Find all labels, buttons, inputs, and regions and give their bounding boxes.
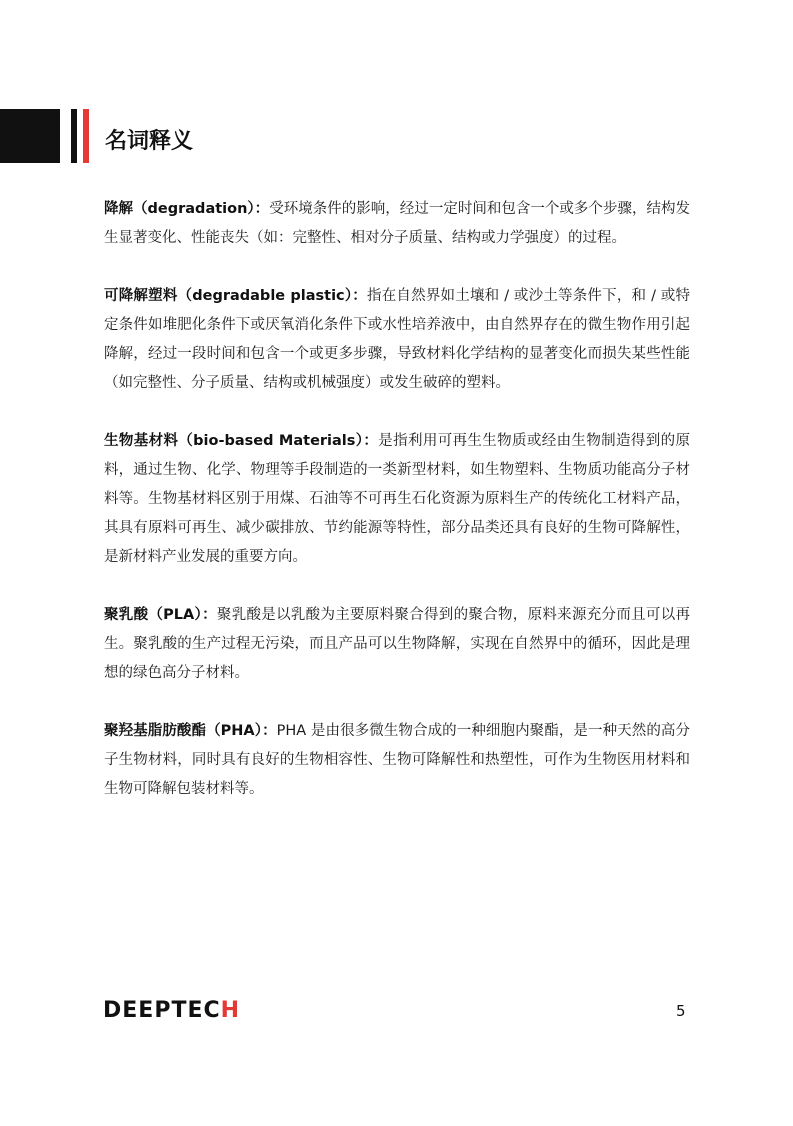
definition-bio-based-materials — [104, 427, 690, 572]
definition-text: 是指利用可再生生物质或经由生物制造得到的原料，通过生物、化学、物理等手段制造的一类新型材料，如生物塑料、生物质功能高分子材料等。生物基材料区别于用煤、石油等不可再生石化资源为原料生产的传统化工材料产品，其具有原料可再生、减少碳排放、节约能源等特性，部分品类还具有良好的生物可降解性，是新材料产业发展的重要方向。 — [104, 433, 690, 565]
section-title: 名词释义 — [105, 129, 194, 154]
header-black-block — [0, 109, 60, 163]
definition-term: 降解（degradation）： — [104, 201, 270, 217]
deeptech-logo — [103, 996, 240, 1026]
definition-degradable-plastic — [104, 282, 690, 398]
definition-pha — [104, 717, 690, 804]
header-black-bar — [71, 109, 77, 163]
definition-text: 受环境条件的影响，经过一定时间和包含一个或多个步骤，结构发生显著变化、性能丧失（如：完整性、相对分子质量、结构或力学强度）的过程。 — [104, 201, 690, 246]
definition-term: 聚羟基脂肪酸酯（PHA）： — [104, 723, 277, 739]
page-number: 5 — [676, 1002, 686, 1020]
definition-text: PHA 是由很多微生物合成的一种细胞内聚酯，是一种天然的高分子生物材料，同时具有良好的生物相容性、生物可降解性和热塑性，可作为生物医用材料和生物可降解包装材料等。 — [104, 723, 690, 797]
logo-text: DEEPTEC — [103, 998, 221, 1023]
logo-accent-letter: H — [220, 998, 241, 1023]
header-red-bar — [83, 109, 89, 163]
definition-pla — [104, 601, 690, 688]
definition-term: 可降解塑料（degradable plastic）： — [104, 288, 368, 304]
definition-text: 聚乳酸是以乳酸为主要原料聚合得到的聚合物，原料来源充分而且可以再生。聚乳酸的生产过程无污染，而且产品可以生物降解，实现在自然界中的循环，因此是理想的绿色高分子材料。 — [104, 607, 691, 681]
definition-term: 聚乳酸（PLA）： — [104, 607, 217, 623]
definition-term: 生物基材料（bio-based Materials）： — [104, 433, 379, 449]
definition-text: 指在自然界如土壤和 / 或沙土等条件下，和 / 或特定条件如堆肥化条件下或厌氧消化条件下或水性培养液中，由自然界存在的微生物作用引起降解，经过一段时间和包含一个或更多步骤，导致材料化学结构的显著变化而损失某些性能（如完整性、分子质量、结构或机械强度）或发生破碎的塑料。 — [104, 288, 690, 391]
definitions-list — [104, 195, 690, 833]
definition-degradation — [104, 195, 690, 253]
